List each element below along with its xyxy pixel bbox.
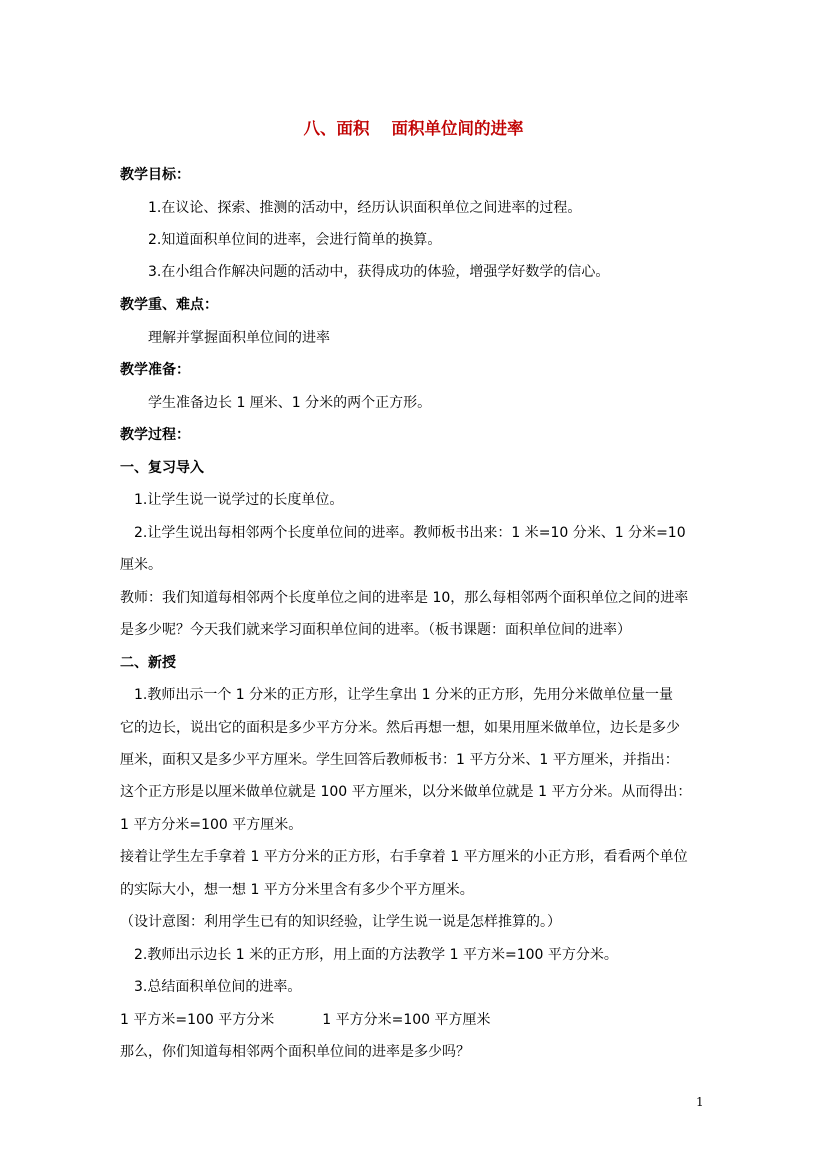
page-number: 1 (696, 1095, 704, 1109)
goal-2: 2.知道面积单位间的进率，会进行简单的换算。 (148, 232, 442, 248)
heading-process: 教学过程： (120, 427, 190, 443)
heading-key-points: 教学重、难点： (120, 297, 218, 313)
teacher-speech-line-2: 是多少呢？今天我们就来学习面积单位间的进率。（板书课题：面积单位间的进率） (120, 622, 631, 638)
review-item-2-line-1: 2.让学生说出每相邻两个长度单位间的进率。教师板书出来：1 米=10 分米、1 分米=10 (134, 525, 686, 541)
new-item-1-line-2: 它的边长，说出它的面积是多少平方分米。然后再想一想，如果用厘米做单位，边长是多少 (120, 720, 680, 736)
title-part-2: 面积单位间的进率 (391, 119, 524, 138)
heading-teaching-goals: 教学目标： (120, 167, 190, 183)
section-review: 一、复习导入 (120, 460, 204, 476)
review-item-2-line-2: 厘米。 (120, 557, 162, 573)
follow-up-line-2: 的实际大小，想一想 1 平方分米里含有多少个平方厘米。 (120, 882, 474, 898)
new-item-1-line-3: 厘米，面积又是多少平方厘米。学生回答后教师板书：1 平方分米、1 平方厘米，并指出： (120, 752, 679, 768)
conversion-pair (120, 1010, 491, 1030)
closing-question: 那么，你们知道每相邻两个面积单位间的进率是多少吗？ (120, 1044, 470, 1060)
conversion-square-meter: 1 平方米=100 平方分米 (120, 1012, 275, 1028)
design-intent-note: （设计意图：利用学生已有的知识经验，让学生说一说是怎样推算的。） (120, 914, 561, 930)
key-point-text: 理解并掌握面积单位间的进率 (148, 330, 330, 346)
new-item-2: 2.教师出示边长 1 米的正方形，用上面的方法教学 1 平方米=100 平方分米。 (134, 947, 618, 963)
new-item-3: 3.总结面积单位间的进率。 (134, 979, 302, 995)
goal-1: 1.在议论、探索、推测的活动中，经历认识面积单位之间进率的过程。 (148, 200, 582, 216)
section-new-lesson: 二、新授 (120, 655, 176, 671)
conversion-square-decimeter: 1 平方分米=100 平方厘米 (322, 1012, 491, 1028)
preparation-text: 学生准备边长 1 厘米、1 分米的两个正方形。 (148, 395, 432, 411)
new-item-1-line-4: 这个正方形是以厘米做单位就是 100 平方厘米，以分米做单位就是 1 平方分米。从而得出： (120, 784, 692, 800)
goal-3: 3.在小组合作解决问题的活动中，获得成功的体验，增强学好数学的信心。 (148, 264, 610, 280)
heading-preparation: 教学准备： (120, 362, 190, 378)
title-part-1: 八、面积 (303, 119, 370, 138)
teacher-speech-line-1: 教师：我们知道每相邻两个长度单位之间的进率是 10，那么每相邻两个面积单位之间的进率 (120, 590, 689, 606)
review-item-1: 1.让学生说一说学过的长度单位。 (134, 492, 344, 508)
follow-up-line-1: 接着让学生左手拿着 1 平方分米的正方形，右手拿着 1 平方厘米的小正方形，看看两个单位 (120, 849, 688, 865)
document-title (0, 118, 827, 140)
new-item-1-line-1: 1.教师出示一个 1 分米的正方形，让学生拿出 1 分米的正方形，先用分米做单位量一量 (134, 687, 673, 703)
new-item-1-line-5: 1 平方分米=100 平方厘米。 (120, 817, 303, 833)
